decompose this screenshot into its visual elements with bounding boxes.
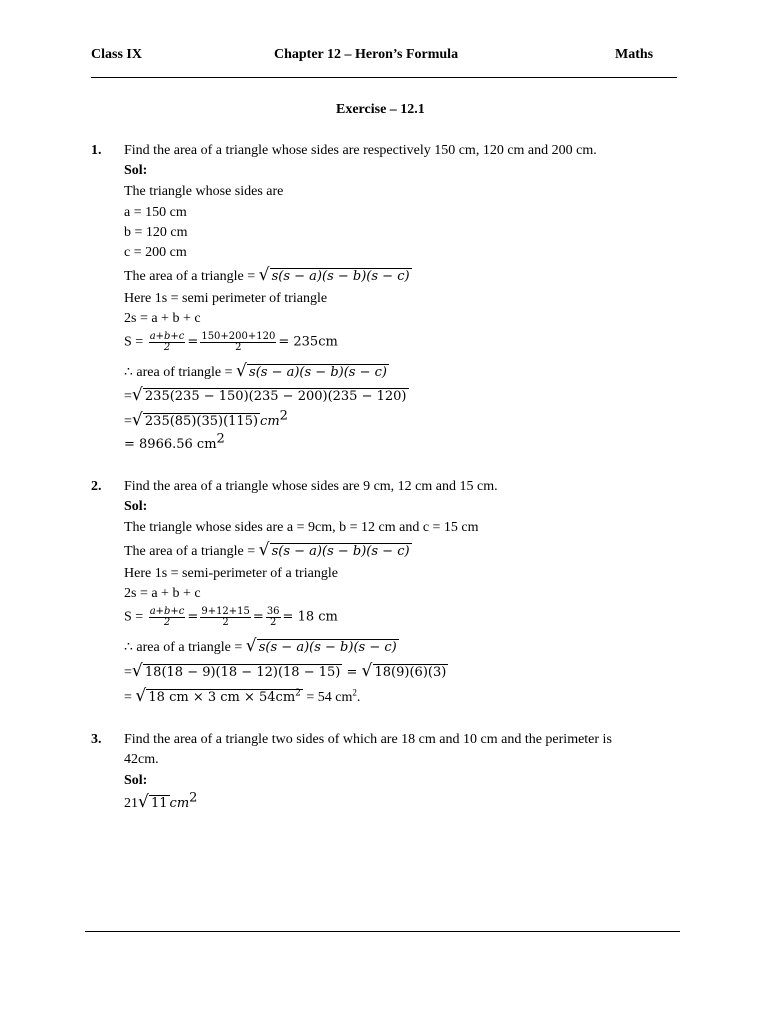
q1-s-prefix: S =	[124, 334, 147, 350]
q1-s-result: = 235cm	[278, 334, 338, 350]
q1-final-exp: 2	[216, 431, 225, 447]
q1-area-sqrt: √ s(s − a)(s − b)(s − c)	[258, 265, 410, 285]
q2-fraction-36: $\frac{36}{2}$	[266, 606, 280, 628]
q2-area-radicand: s(s − a)(s − b)(s − c)	[271, 544, 410, 559]
q2-final-radicand-text: 18 cm × 3 cm × 54cm	[148, 690, 296, 705]
q1-text: Find the area of a triangle whose sides are respectively 150 cm, 120 cm and 200 cm.	[124, 143, 597, 158]
q1-fraction-values: $\frac{150+200+120}{2}$	[201, 331, 276, 353]
q2-2s-equation: 2s = a + b + c	[124, 586, 201, 601]
q3-text-line2: 42cm.	[124, 752, 159, 767]
q3-answer-exp: 2	[189, 790, 198, 806]
q1-simplified	[124, 408, 288, 431]
q2-sol-label: Sol:	[124, 499, 148, 514]
q1-substitution	[124, 385, 409, 406]
q1-area-of-triangle	[124, 361, 389, 382]
q2-equals-1: =	[187, 609, 199, 625]
q2-fraction-values: $\frac{9+12+15}{2}$	[201, 606, 250, 628]
q2-number: 2.	[91, 479, 102, 494]
q2-final-sqrt: √ 18 cm × 3 cm × $54cm^2$	[135, 686, 301, 706]
q3-answer-radicand: 11	[151, 796, 168, 811]
exercise-title: Exercise – 12.1	[336, 102, 425, 117]
q2-substitution-sqrt: √ 18(18 − 9)(18 − 12)(18 − 15)	[131, 661, 341, 681]
q1-final-value: = 8966.56 cm	[124, 437, 217, 452]
q2-substitution-radicand: 18(18 − 9)(18 − 12)(18 − 15)	[144, 665, 341, 680]
q2-s-prefix: S =	[124, 609, 147, 625]
q2-area-formula	[124, 540, 412, 561]
q2-area-of-triangle	[124, 636, 399, 657]
q1-side-a: a = 150 cm	[124, 205, 187, 220]
q1-simplified-exp: 2	[279, 408, 288, 424]
q1-s-calculation	[124, 332, 338, 353]
header-class: Class IX	[91, 47, 142, 62]
q3-text-line1: Find the area of a triangle two sides of which are 18 cm and 10 cm and the perimeter is	[124, 732, 612, 747]
q2-final-value: = 54 cm	[302, 690, 353, 705]
q2-text: Find the area of a triangle whose sides are 9 cm, 12 cm and 15 cm.	[124, 479, 498, 494]
q2-sides-line: The triangle whose sides are a = 9cm, b = 12 cm and c = 15 cm	[124, 520, 479, 535]
q1-line: The triangle whose sides are	[124, 184, 284, 199]
header-subject: Maths	[615, 47, 654, 62]
q2-area-prefix: The area of a triangle =	[124, 544, 259, 559]
q1-area-formula	[124, 265, 412, 286]
q1-sol-label: Sol:	[124, 163, 148, 178]
q1-final-answer	[124, 431, 225, 454]
q2-eq-a: =	[124, 665, 132, 680]
q2-substitution	[124, 661, 448, 682]
header-divider	[91, 77, 677, 78]
q1-simplified-radicand: 235(85)(35)(115)	[144, 414, 259, 429]
q3-answer-coefficient: 21	[124, 796, 138, 811]
q2-product-sqrt: √ 18(9)(6)(3)	[361, 661, 447, 681]
q2-final-radicand-exp: 2	[295, 688, 301, 699]
q2-semi-perimeter-note: Here 1s = semi-perimeter of a triangle	[124, 566, 338, 581]
q1-fraction-abc: $\frac{a+b+c}{2}$	[149, 331, 185, 353]
q1-area2-radicand: s(s − a)(s − b)(s − c)	[249, 365, 387, 380]
footer-divider	[85, 931, 680, 932]
q2-area-sqrt: √ s(s − a)(s − b)(s − c)	[258, 540, 410, 560]
q1-eq-b: =	[124, 414, 132, 429]
q1-number: 1.	[91, 143, 102, 158]
q2-s-calculation	[124, 607, 338, 628]
q1-simplified-sqrt: √ 235(85)(35)(115)	[131, 410, 259, 430]
q1-side-c: c = 200 cm	[124, 245, 187, 260]
q1-side-b: b = 120 cm	[124, 225, 188, 240]
q2-s-result: = 18 cm	[282, 609, 338, 625]
q1-2s-equation: 2s = a + b + c	[124, 311, 201, 326]
q2-final-line	[124, 686, 361, 707]
q2-product-radicand: 18(9)(6)(3)	[374, 665, 447, 680]
q2-final-exp: 2	[352, 687, 357, 698]
q3-answer	[124, 790, 198, 813]
q3-sol-label: Sol:	[124, 773, 148, 788]
q1-area2-prefix: ∴ area of triangle =	[124, 365, 237, 380]
q2-fraction-abc: $\frac{a+b+c}{2}$	[149, 606, 185, 628]
q1-area-prefix: The area of a triangle =	[124, 269, 259, 284]
q1-equals: =	[187, 334, 199, 350]
q1-substitution-radicand: 235(235 − 150)(235 − 200)(235 − 120)	[144, 389, 407, 404]
q1-semi-perimeter-note: Here 1s = semi perimeter of triangle	[124, 291, 328, 306]
q2-area2-sqrt: √ s(s − a)(s − b)(s − c)	[245, 636, 397, 656]
q1-simplified-unit: cm	[260, 414, 280, 429]
q2-area2-radicand: s(s − a)(s − b)(s − c)	[258, 640, 397, 655]
q2-eq-a2: =	[342, 665, 362, 680]
q2-final-period: .	[356, 690, 361, 705]
q3-number: 3.	[91, 732, 102, 747]
q2-eq-b: =	[124, 690, 136, 705]
q2-equals-2: =	[252, 609, 264, 625]
q1-eq-a: =	[124, 389, 132, 404]
q2-final-radicand	[146, 689, 303, 706]
q1-substitution-sqrt: √ 235(235 − 150)(235 − 200)(235 − 120)	[131, 385, 407, 405]
q1-area-radicand: s(s − a)(s − b)(s − c)	[271, 269, 410, 284]
header-chapter: Chapter 12 – Heron’s Formula	[274, 47, 459, 62]
q3-answer-unit: cm	[169, 796, 190, 811]
q1-area2-sqrt: √ s(s − a)(s − b)(s − c)	[236, 361, 387, 381]
q2-area2-prefix: ∴ area of a triangle =	[124, 640, 246, 655]
q3-answer-sqrt: √ 11	[138, 792, 168, 812]
